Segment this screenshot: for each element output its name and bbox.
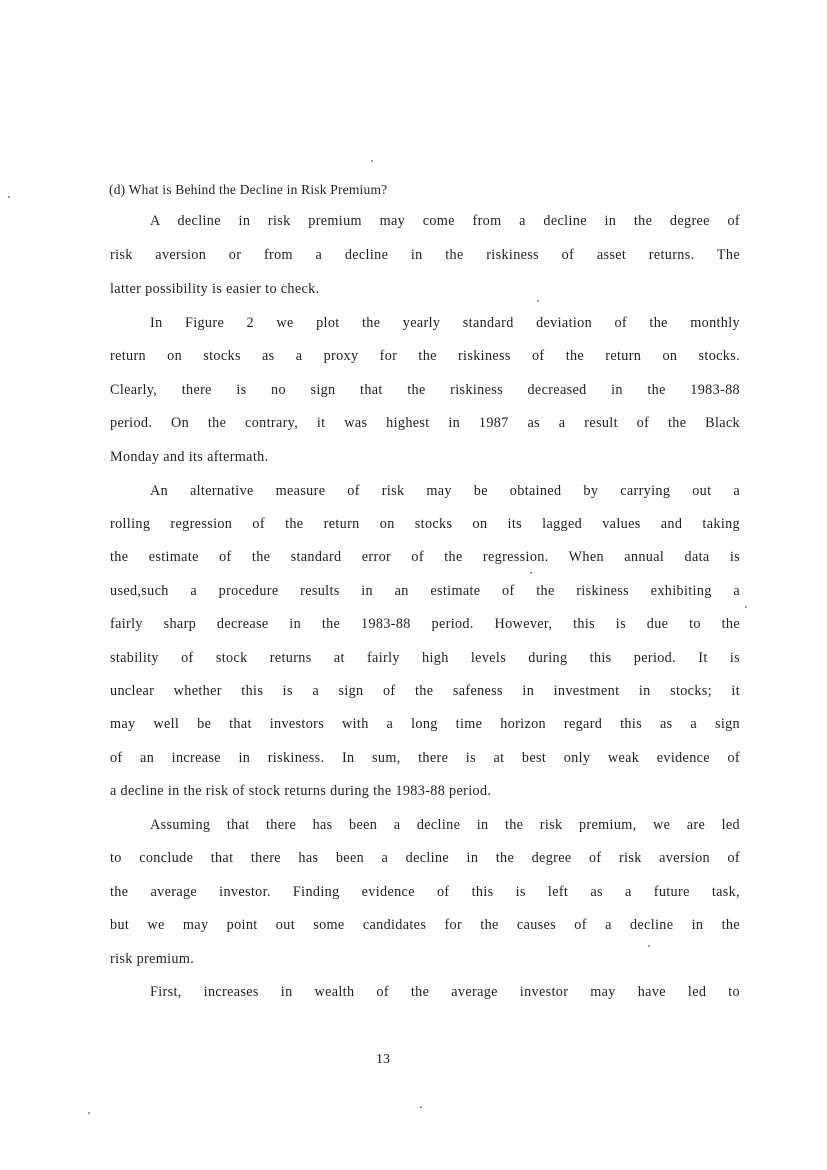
scan-speck <box>88 1112 90 1114</box>
text-line: A decline in risk premium may come from a decline in the degree of <box>150 213 740 229</box>
text-line: rolling regression of the return on stocks on its lagged values and taking <box>110 516 740 532</box>
text-line: Monday and its aftermath. <box>110 449 269 465</box>
text-line: unclear whether this is a sign of the safeness in investment in stocks; it <box>110 683 740 699</box>
text-line: risk premium. <box>110 951 195 967</box>
text-line: Assuming that there has been a decline in the risk premium, we are led <box>150 817 740 833</box>
scan-speck <box>530 572 532 574</box>
text-line: used,such a procedure results in an estimate of the riskiness exhibiting a <box>110 583 740 599</box>
text-line: the average investor. Finding evidence of this is left as a future task, <box>110 884 740 900</box>
text-line: Clearly, there is no sign that the riskiness decreased in the 1983-88 <box>110 382 740 398</box>
text-line: In Figure 2 we plot the yearly standard deviation of the monthly <box>150 315 740 331</box>
text-line: risk aversion or from a decline in the riskiness of asset returns. The <box>110 247 740 263</box>
scan-speck <box>371 160 373 162</box>
section-heading: (d) What is Behind the Decline in Risk Premium? <box>109 182 388 197</box>
text-line: fairly sharp decrease in the 1983-88 period. However, this is due to the <box>110 616 740 632</box>
scan-speck <box>648 945 650 947</box>
text-line: First, increases in wealth of the average investor may have led to <box>150 984 740 1000</box>
scan-speck <box>8 196 10 198</box>
text-line: to conclude that there has been a decline in the degree of risk aversion of <box>110 850 740 866</box>
scan-speck <box>537 300 539 302</box>
text-line: An alternative measure of risk may be obtained by carrying out a <box>150 483 740 499</box>
text-line: a decline in the risk of stock returns during the 1983-88 period. <box>110 783 492 799</box>
text-line: period. On the contrary, it was highest in 1987 as a result of the Black <box>110 415 740 431</box>
text-line: latter possibility is easier to check. <box>110 281 320 297</box>
text-line: return on stocks as a proxy for the riskiness of the return on stocks. <box>110 348 740 364</box>
scan-speck <box>420 1106 422 1108</box>
text-line: of an increase in riskiness. In sum, there is at best only weak evidence of <box>110 750 740 766</box>
text-line: but we may point out some candidates for the causes of a decline in the <box>110 917 740 933</box>
scan-speck <box>745 606 747 608</box>
page-number: 13 <box>376 1052 390 1067</box>
text-line: the estimate of the standard error of the regression. When annual data is <box>110 549 740 565</box>
text-line: may well be that investors with a long time horizon regard this as a sign <box>110 716 740 732</box>
text-line: stability of stock returns at fairly high levels during this period. It is <box>110 650 740 666</box>
